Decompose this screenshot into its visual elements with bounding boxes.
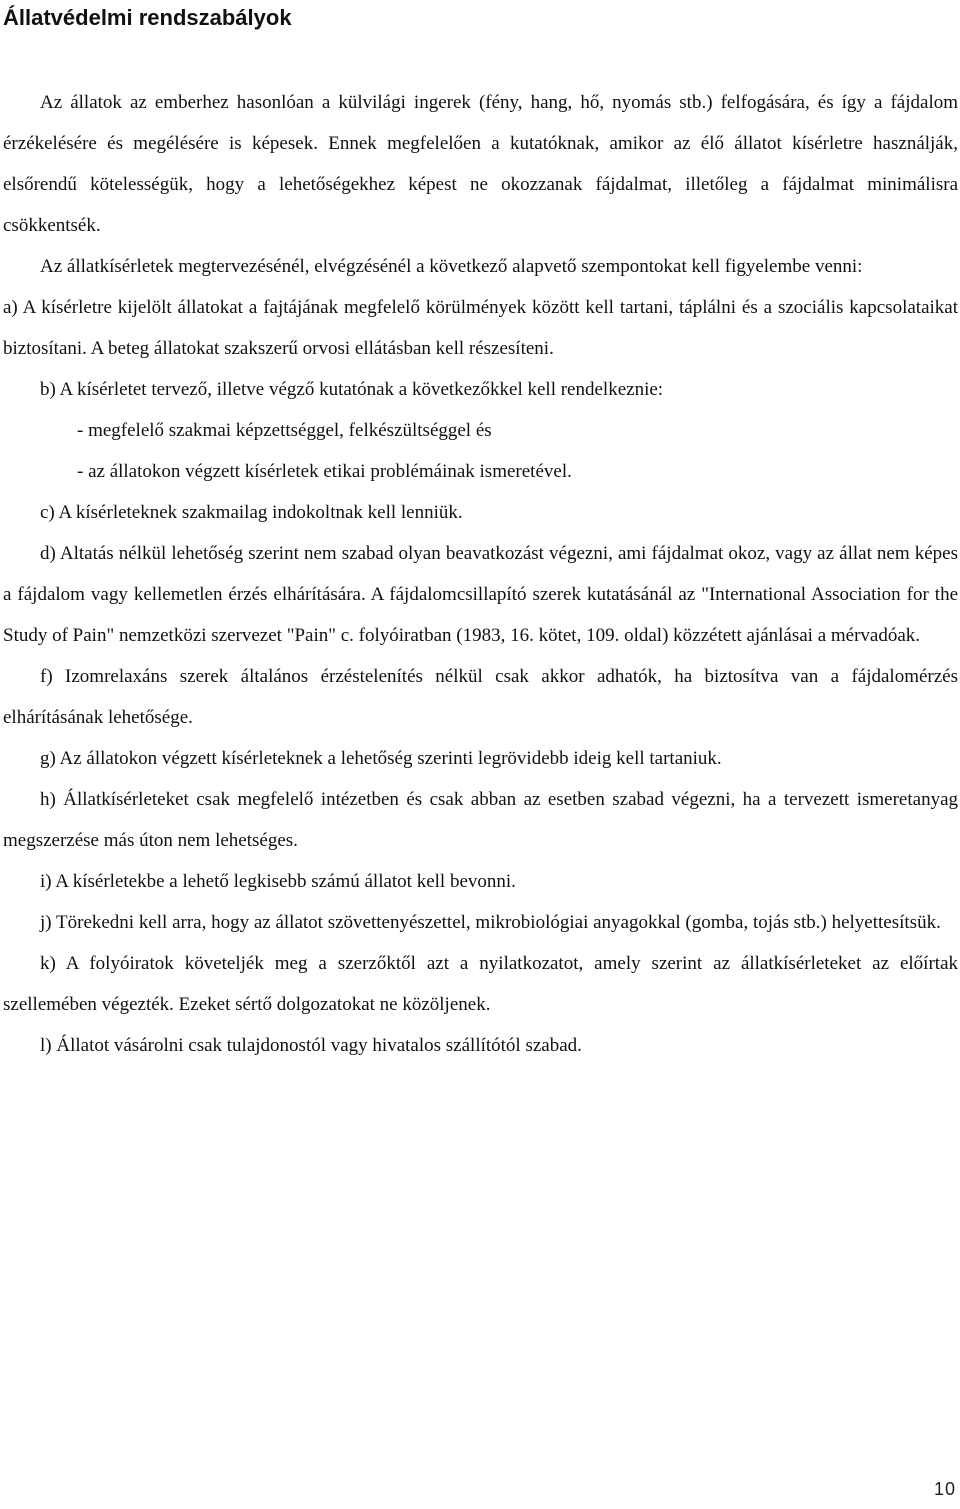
- rule-d: d) Altatás nélkül lehetőség szerint nem szabad olyan beavatkozást végezni, ami fájdalmat okoz, vagy az állat nem képes a fájdalom vagy kellemetlen érzés elhárítására. A fájdalomcsillapító szerek kutatásánál az "International Association for the Study of Pain" nemzetközi szervezet "Pain" c. folyóiratban (1983, 16. kötet, 109. oldal) közzétett ajánlásai a mérvadóak.: [3, 543, 958, 646]
- rule-g: g) Az állatokon végzett kísérleteknek a lehetőség szerinti legrövidebb ideig kell tartaniuk.: [40, 748, 722, 769]
- rule-b-item-1: - megfelelő szakmai képzettséggel, felkészültséggel és: [77, 420, 492, 441]
- rule-i: i) A kísérletekbe a lehető legkisebb számú állatot kell bevonni.: [40, 871, 516, 892]
- rule-h: h) Állatkísérleteket csak megfelelő intézetben és csak abban az esetben szabad végezni, ha a tervezett ismeretanyag megszerzése más úton nem lehetséges.: [3, 789, 958, 851]
- rule-b: b) A kísérletet tervező, illetve végző kutatónak a következőkkel kell rendelkeznie:: [40, 379, 664, 400]
- document-body: [3, 82, 958, 1066]
- rule-f: f) Izomrelaxáns szerek általános érzéstelenítés nélkül csak akkor adhatók, ha biztosítva van a fájdalomérzés elhárításának lehetősége.: [3, 666, 958, 728]
- lead-paragraph: Az állatkísérletek megtervezésénél, elvégzésénél a következő alapvető szempontokat kell figyelembe venni:: [40, 256, 863, 277]
- rule-k: k) A folyóiratok követeljék meg a szerzőktől azt a nyilatkozatot, amely szerint az állatkísérleteket az előírtak szellemében végezték. Ezeket sértő dolgozatokat ne közöljenek.: [3, 953, 958, 1015]
- rule-j: j) Törekedni kell arra, hogy az állatot szövettenyészettel, mikrobiológiai anyagokkal (gomba, tojás stb.) helyettesítsük.: [40, 912, 941, 933]
- rule-a: a) A kísérletre kijelölt állatokat a fajtájának megfelelő körülmények között kell tartani, táplálni és a szociális kapcsolataikat biztosítani. A beteg állatokat szakszerű orvosi ellátásban kell részesíteni.: [3, 297, 958, 359]
- intro-paragraph: Az állatok az emberhez hasonlóan a külvilági ingerek (fény, hang, hő, nyomás stb.) felfogására, és így a fájdalom érzékelésére és megélésére is képesek. Ennek megfelelően a kutatóknak, amikor az élő állatot kísérletre használják, elsőrendű kötelességük, hogy a lehetőségekhez képest ne okozzanak fájdalmat, illetőleg a fájdalmat minimálisra csökkentsék.: [3, 92, 958, 236]
- page-number: 10: [933, 1479, 956, 1499]
- rule-c: c) A kísérleteknek szakmailag indokoltnak kell lenniük.: [40, 502, 463, 523]
- rule-b-item-2: - az állatokon végzett kísérletek etikai problémáinak ismeretével.: [77, 461, 572, 482]
- document-title: Állatvédelmi rendszabályok: [3, 5, 292, 30]
- rule-l: l) Állatot vásárolni csak tulajdonostól vagy hivatalos szállítótól szabad.: [40, 1035, 582, 1056]
